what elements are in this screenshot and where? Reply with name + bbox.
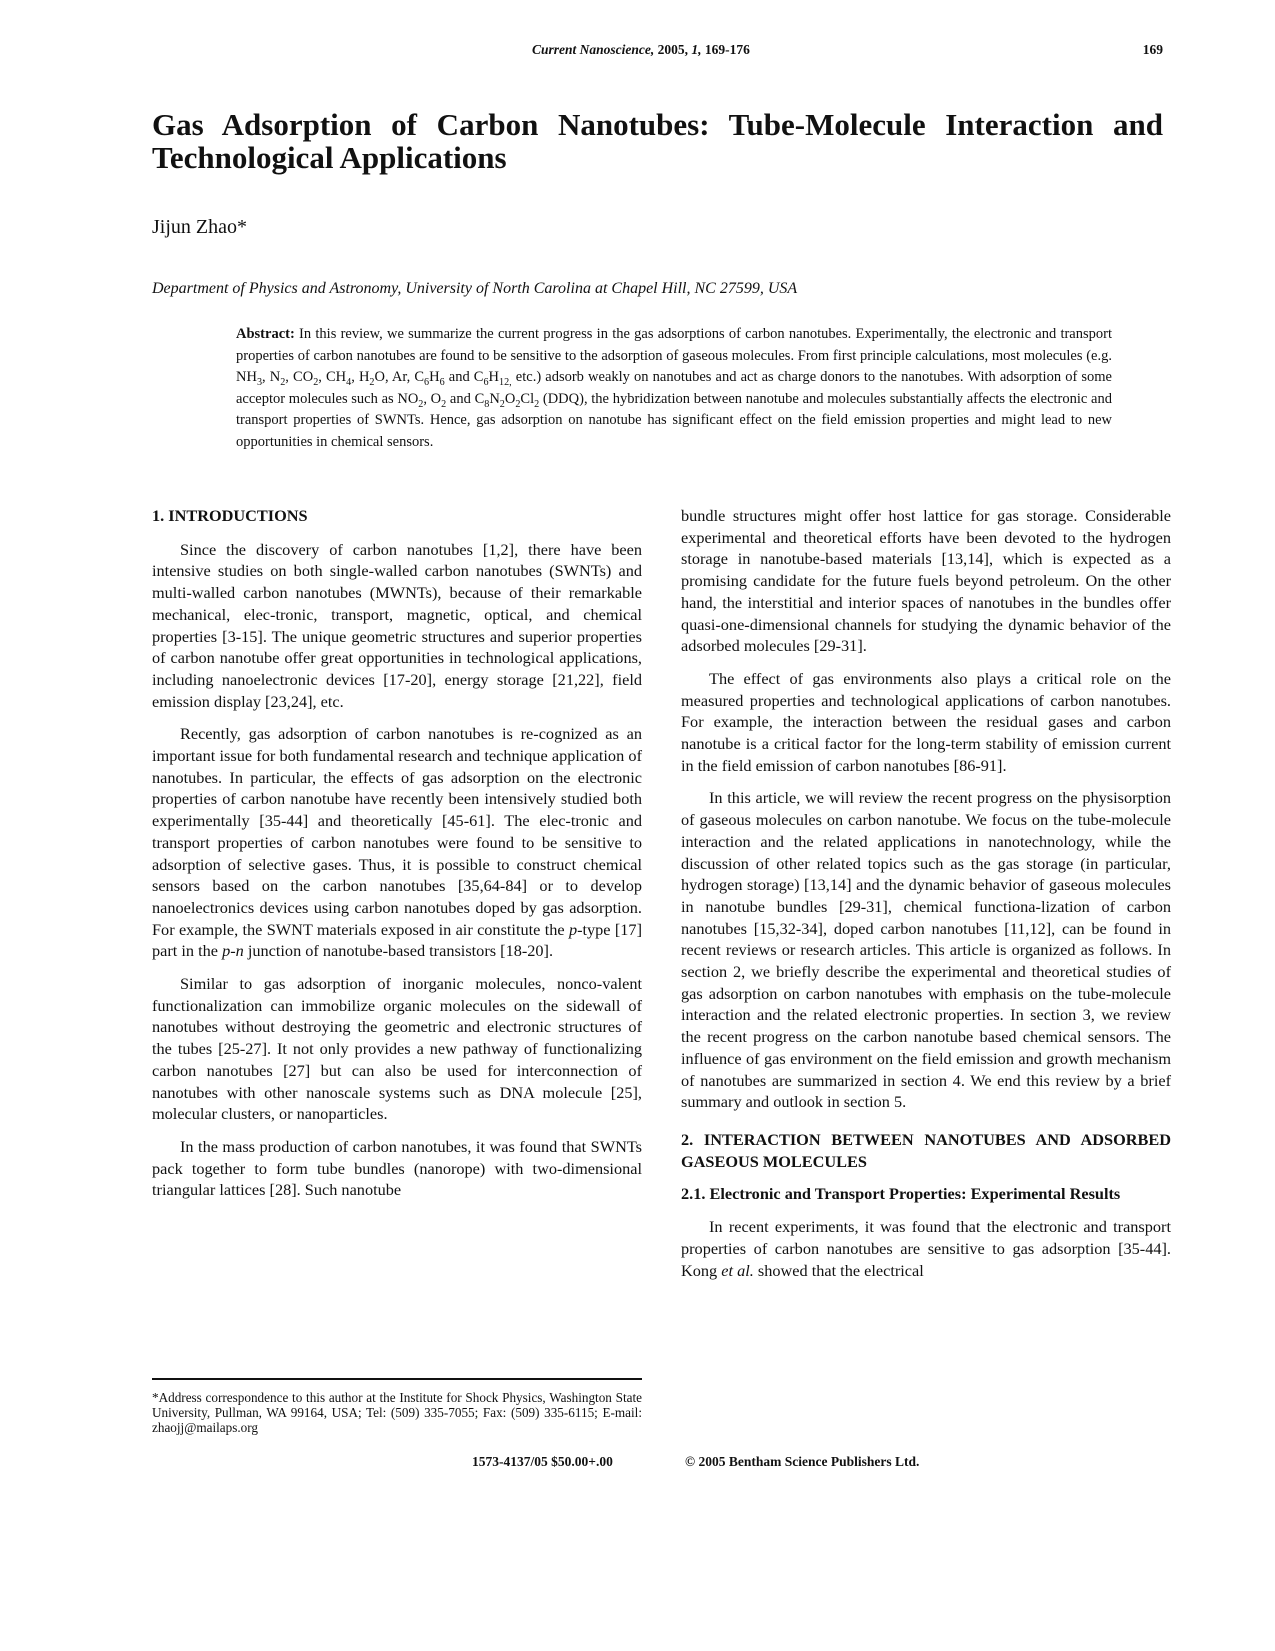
paragraph: bundle structures might offer host lattice for gas storage. Considerable experimental and theoretical efforts have been devoted to the hydrogen storage in nanotube-based materials [13,14], which is expected as a promising candidate for the future fuels beyond petroleum. On the other hand, the interstitial and interior spaces of nanotubes in the bundles offer quasi-one-dimensional channels for studying the dynamic behavior of the adsorbed molecules [29-31]. xyxy=(681,506,1171,656)
author-name: Jijun Zhao* xyxy=(152,216,247,238)
journal-year: 2005, xyxy=(654,42,692,57)
journal-citation xyxy=(532,42,750,58)
paragraph: In recent experiments, it was found that the electronic and transport properties of carbon nanotubes are sensitive to gas adsorption [35-44]. Kong et al. showed that the electrical xyxy=(681,1217,1171,1280)
abstract: Abstract: In this review, we summarize the current progress in the gas adsorptions of carbon nanotubes. Experimentally, the electronic and transport properties of carbon nanotubes are found to be sensitive to the adsorption of gaseous molecules. From first principle calculations, most molecules (e.g. $NH_3$, $N_2$, $CO_2$, $CH_4$, $H_2O$, Ar, $C_6H_6$ and $C_6H_{12,}$ etc.) adsorb weakly on nanotubes and act as charge donors to the nanotubes. With adsorption of some acceptor molecules such as $NO_2$, $O_2$ and $C_8N_2O_2Cl_2$ (DDQ), the hybridization between nanotube and molecules substantially affects the electronic and transport properties of SWNTs. Hence, gas adsorption on nanotube has significant effect on the field emission properties and might lead to new opportunities in chemical sensors. xyxy=(236,326,1112,450)
paper-title: Gas Adsorption of Carbon Nanotubes: Tube-Molecule Interaction and Technological Applications xyxy=(152,107,1163,175)
paragraph: In this article, we will review the recent progress on the physisorption of gaseous molecules on carbon nanotube. We focus on the tube-molecule interaction and the related applications in nanotechnology, while the discussion of other related topics such as the gas storage (in particular, hydrogen storage) [13,14] and the dynamic behavior of gaseous molecules in nanotube bundles [29-31], chemical functiona-lization of carbon nanotubes [15,32-34], doped carbon nanotubes [11,12], can be found in recent reviews or research articles. This article is organized as follows. In section 2, we briefly describe the experimental and theoretical studies of gas adsorption on carbon nanotubes with emphasis on the tube-molecule interaction and the related electronic properties. In section 3, we review the recent progress on the carbon nanotube based chemical sensors. The influence of gas environment on the field emission and growth mechanism of nanotubes are summarized in section 4. We end this review by a brief summary and outlook in section 5. xyxy=(681,788,1171,1112)
paragraph: Since the discovery of carbon nanotubes [1,2], there have been intensive studies on both single-walled carbon nanotubes (SWNTs) and multi-walled carbon nanotubes (MWNTs), because of their remarkable mechanical, elec-tronic, transport, magnetic, optical, and chemical properties [3-15]. The unique geometric structures and superior properties of carbon nanotube offer great opportunities in technological applications, including nanoelectronic devices [17-20], energy storage [21,22], field emission display [23,24], etc. xyxy=(152,539,642,711)
copyright-notice: © 2005 Bentham Science Publishers Ltd. xyxy=(685,1454,920,1469)
correspondence-footnote: *Address correspondence to this author at the Institute for Shock Physics, Washington State University, Pullman, WA 99164, USA; Tel: (509) 335-7055; Fax: (509) 335-6115; E-mail: zhaojj@mailaps.org xyxy=(152,1378,642,1435)
journal-volume: 1, xyxy=(691,42,702,57)
section-heading-interaction: 2. INTERACTION BETWEEN NANOTUBES AND ADSORBED GASEOUS MOLECULES xyxy=(681,1129,1171,1171)
author-affiliation: Department of Physics and Astronomy, University of North Carolina at Chapel Hill, NC 27599, USA xyxy=(152,280,798,297)
page-number: 169 xyxy=(1142,42,1163,57)
paragraph: The effect of gas environments also plays a critical role on the measured properties and technological applications of carbon nanotubes. For example, the interaction between the residual gases and carbon nanotube is a critical factor for the long-term stability of emission current in the field emission of carbon nanotubes [86-91]. xyxy=(681,668,1171,775)
subsection-heading-experimental: 2.1. Electronic and Transport Properties: Experimental Results xyxy=(681,1184,1121,1204)
journal-pages: 169-176 xyxy=(701,42,750,57)
running-header xyxy=(152,42,1163,62)
section-heading-introductions: 1. INTRODUCTIONS xyxy=(152,506,308,525)
left-column xyxy=(152,505,642,1212)
right-column xyxy=(681,505,1171,1292)
paragraph: Similar to gas adsorption of inorganic molecules, nonco-valent functionalization can immobilize organic molecules on the sidewall of nanotubes without destroying the geometric and electronic structures of the tubes [25-27]. It not only provides a new pathway of functionalizing carbon nanotubes [27] but can also be used for interconnection of nanotubes with other nanoscale systems such as DNA molecule [25], molecular clusters, or nanoparticles. xyxy=(152,974,642,1124)
abstract-label: Abstract: xyxy=(236,326,295,342)
issn-price: 1573-4137/05 $50.00+.00 xyxy=(472,1454,613,1469)
journal-name: Current Nanoscience, xyxy=(532,42,655,57)
paragraph: In the mass production of carbon nanotubes, it was found that SWNTs pack together to form tube bundles (nanorope) with two-dimensional triangular lattices [28]. Such nanotube xyxy=(152,1136,642,1200)
paragraph: Recently, gas adsorption of carbon nanotubes is re-cognized as an important issue for both fundamental research and technique application of nanotubes. In particular, the effects of gas adsorption on the electronic properties of carbon nanotube have recently been intensively studied both experimentally [35-44] and theoretically [45-61]. The elec-tronic and transport properties of carbon nanotubes were found to be sensitive to adsorption of selective gases. Thus, it is possible to construct chemical sensors based on the carbon nanotubes [35,64-84] or to develop nanoelectronics devices using carbon nanotubes doped by gas adsorption. For example, the SWNT materials exposed in air constitute the p-type [17] part in the p-n junction of nanotube-based transistors [18-20]. xyxy=(152,724,642,961)
